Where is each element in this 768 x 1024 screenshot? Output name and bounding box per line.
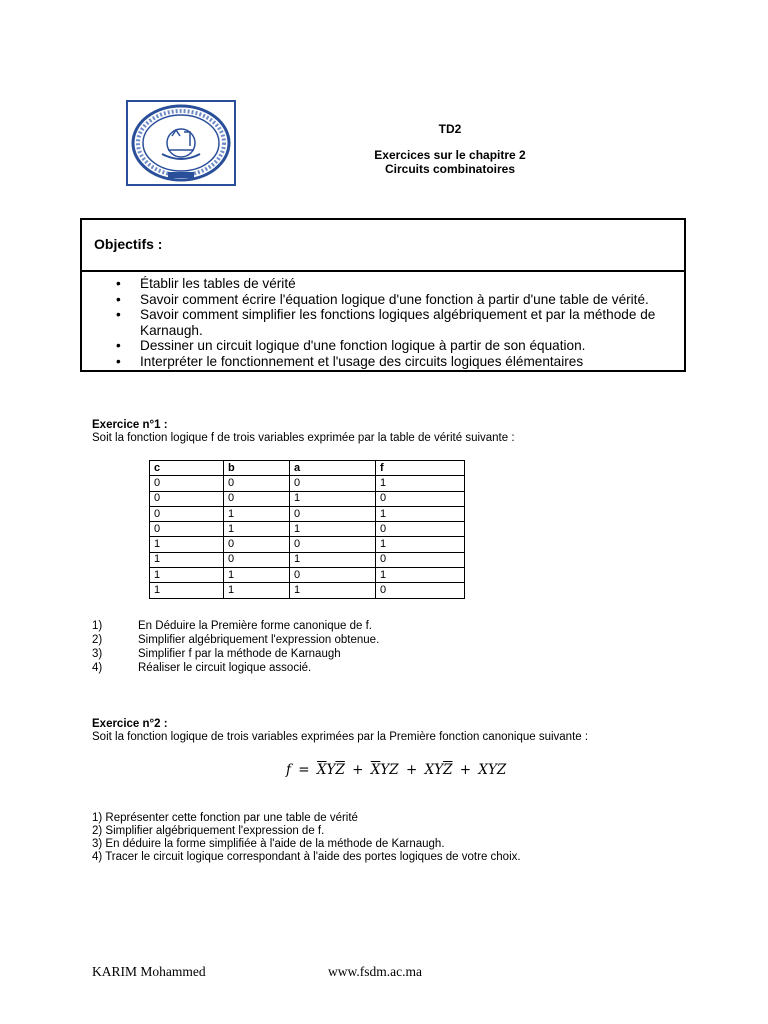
table-cell: 0	[150, 491, 224, 506]
formula-term-3: $XY\overline{Z}$	[424, 762, 453, 778]
table-cell: 0	[150, 506, 224, 521]
header-c: c	[150, 461, 224, 476]
formula-equals: =	[298, 762, 310, 778]
subtitle-line-1: Exercices sur le chapitre 2	[374, 148, 526, 162]
canonical-formula	[286, 762, 506, 778]
table-cell: 0	[150, 476, 224, 491]
question-number: 3)	[92, 648, 103, 660]
table-header-row	[150, 461, 465, 476]
footer-author: KARIM Mohammed	[92, 964, 206, 979]
exercise-1-question	[92, 634, 379, 647]
table-row	[150, 568, 465, 583]
table-cell: 0	[376, 552, 465, 567]
table-row	[150, 522, 465, 537]
table-cell: 0	[224, 491, 290, 506]
question-text: En Déduire la Première forme canonique de f.	[138, 620, 372, 632]
header-f: f	[376, 461, 465, 476]
table-row	[150, 552, 465, 567]
table-cell: 0	[150, 522, 224, 537]
table-cell: 1	[290, 583, 376, 598]
table-cell: 1	[150, 568, 224, 583]
table-cell: 1	[290, 491, 376, 506]
table-cell: 1	[376, 476, 465, 491]
exercise-1-question	[92, 620, 372, 633]
table-cell: 1	[150, 537, 224, 552]
exercise-2-question: 4) Tracer le circuit logique correspondant à l'aide des portes logiques de votre choix.	[92, 851, 521, 863]
table-cell: 1	[224, 522, 290, 537]
question-text: Réaliser le circuit logique associé.	[138, 662, 312, 674]
question-number: 1)	[92, 620, 103, 632]
objectives-box	[80, 218, 686, 372]
header-a: a	[290, 461, 376, 476]
table-row	[150, 476, 465, 491]
exercise-2-question: 3) En déduire la forme simplifiée à l'aide de la méthode de Karnaugh.	[92, 838, 445, 850]
university-logo	[126, 100, 236, 186]
exercise-2-question: 1) Représenter cette fonction par une table de vérité	[92, 812, 358, 824]
objectives-list	[114, 276, 684, 369]
table-row	[150, 506, 465, 521]
table-cell: 1	[224, 568, 290, 583]
subtitle-line-2: Circuits combinatoires	[384, 162, 516, 176]
table-cell: 0	[376, 491, 465, 506]
exercise-2-question: 2) Simplifier algébriquement l'expression de f.	[92, 825, 325, 837]
exercise-2-intro: Soit la fonction logique de trois variables exprimées par la Première fonction canonique suivante :	[92, 731, 589, 743]
university-seal-icon	[128, 102, 234, 184]
truth-table	[149, 460, 465, 599]
table-cell: 0	[376, 522, 465, 537]
objectives-divider	[82, 270, 684, 272]
objectives-title: Objectifs :	[94, 236, 163, 252]
formula-term-4: XYZ	[478, 762, 507, 778]
table-cell: 0	[290, 506, 376, 521]
table-cell: 0	[290, 537, 376, 552]
table-row	[150, 491, 465, 506]
formula-plus: +	[405, 762, 418, 778]
exercise-1-intro: Soit la fonction logique f de trois variables exprimée par la table de vérité suivante :	[92, 432, 515, 444]
table-row	[150, 583, 465, 598]
table-cell: 0	[224, 537, 290, 552]
table-cell: 1	[224, 583, 290, 598]
table-cell: 1	[150, 552, 224, 567]
td-label: TD2	[438, 122, 462, 136]
exercise-1-question	[92, 662, 311, 675]
table-cell: 0	[376, 583, 465, 598]
table-cell: 1	[376, 537, 465, 552]
footer-website: www.fsdm.ac.ma	[328, 964, 422, 979]
table-cell: 1	[290, 552, 376, 567]
question-text: Simplifier algébriquement l'expression obtenue.	[138, 634, 380, 646]
formula-term-2: $\overline{X}YZ$	[370, 762, 399, 778]
question-number: 2)	[92, 634, 103, 646]
table-cell: 0	[290, 568, 376, 583]
formula-lhs: f	[286, 762, 291, 778]
objective-item: • Interpréter le fonctionnement et l'usage des circuits logiques élémentaires	[114, 354, 684, 370]
exercise-1-question	[92, 648, 341, 661]
question-text: Simplifier f par la méthode de Karnaugh	[138, 648, 341, 660]
header-b: b	[224, 461, 290, 476]
objective-item: • Établir les tables de vérité	[114, 276, 684, 292]
table-cell: 0	[224, 476, 290, 491]
formula-plus: +	[459, 762, 472, 778]
objective-item: • Savoir comment écrire l'équation logique d'une fonction à partir d'une table de vérité.	[114, 292, 684, 308]
table-cell: 1	[376, 568, 465, 583]
table-cell: 1	[376, 506, 465, 521]
table-row	[150, 537, 465, 552]
table-cell: 1	[290, 522, 376, 537]
table-cell: 0	[224, 552, 290, 567]
question-number: 4)	[92, 662, 103, 674]
objective-item: • Dessiner un circuit logique d'une fonction logique à partir de son équation.	[114, 338, 684, 354]
formula-term-1: $\overline{X}Y\overline{Z}$	[316, 762, 345, 778]
objective-item: • Savoir comment simplifier les fonctions logiques algébriquement et par la méthode de Karnaugh.	[114, 307, 684, 338]
exercise-1-title: Exercice n°1 :	[92, 419, 168, 431]
table-cell: 1	[150, 583, 224, 598]
table-cell: 1	[224, 506, 290, 521]
exercise-2-title: Exercice n°2 :	[92, 718, 168, 730]
formula-plus: +	[352, 762, 364, 778]
table-cell: 0	[290, 476, 376, 491]
